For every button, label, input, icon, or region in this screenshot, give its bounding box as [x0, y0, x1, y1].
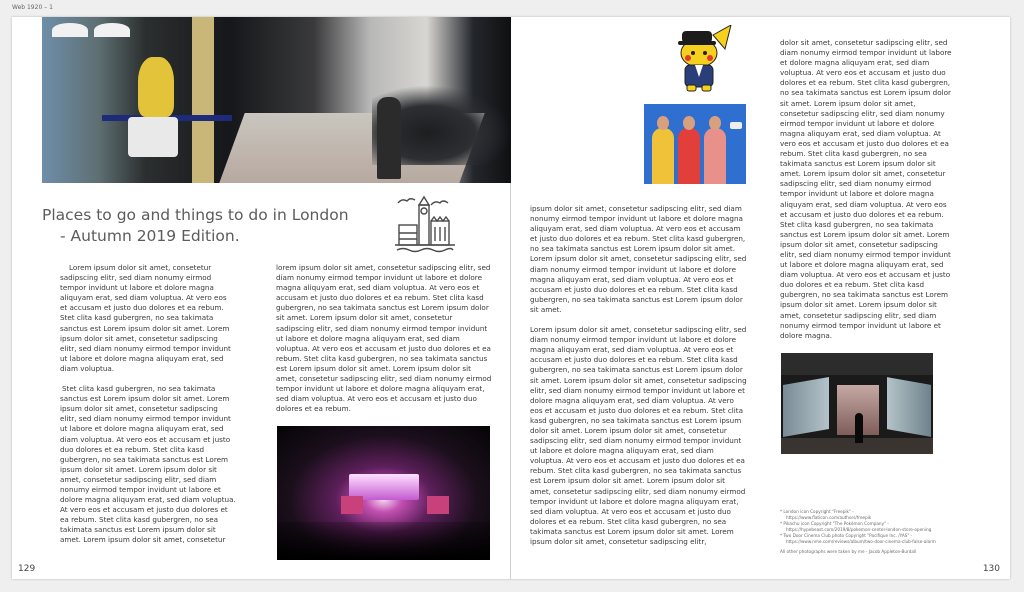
banner-lamp [94, 23, 130, 37]
page-number-left: 129 [18, 564, 36, 574]
headline-line-2: - Autumn 2019 Edition. [60, 227, 240, 245]
band-member [678, 128, 700, 184]
article-headline [42, 205, 382, 247]
band-member-head [683, 116, 695, 130]
image-credits [780, 509, 970, 555]
paragraph: Lorem ipsum dolor sit amet, consetetur sadipscing elitr, sed diam nonumy eirmod tempor invidunt ut labore et dolore magna aliquyam erat, sed diam voluptua. At vero eos et accusam et justo duo dolores et ea rebum. Stet clita kasd gubergren, no sea takimata sanctus est Lorem ipsum dolor sit amet. Lorem ipsum dolor sit amet, consetetur sadipscing elitr, sed diam nonumy eirmod tempor invidunt ut labore et dolore magna aliquyam erat, sed diam voluptua. [60, 263, 231, 373]
text-column-2 [276, 263, 492, 424]
text-column-3 [530, 204, 748, 557]
band-member [704, 128, 726, 184]
credit-line: * Pikachu icon Copyright "The Pokémon Company" - [780, 521, 889, 526]
banner-dais [128, 117, 178, 157]
credit-line: * London icon Copyright "Freepik" - [780, 509, 854, 514]
gallery-display-case [783, 377, 829, 437]
banner-pillar [192, 17, 214, 183]
credit-line: * Two Door Cinema Club photo Copyright "Pacifique Inc. /YAS" - [780, 533, 913, 538]
band-photo [644, 104, 746, 184]
credit-line: All other photographs were taken by me - Jacob Appleton-Burdall [780, 549, 917, 554]
megaphone-icon [730, 122, 742, 129]
paragraph: lorem ipsum dolor sit amet, consetetur sadipscing elitr, sed diam nonumy eirmod tempor invidunt ut labore et dolore magna aliquyam erat, sed diam voluptua. At vero eos et accusam et justo duo dolores et ea rebum. Stet clita kasd gubergren, no sea takimata sanctus est Lorem ipsum dolor sit amet. Lorem ipsum dolor sit amet, consetetur sadipscing elitr, sed diam nonumy eirmod tempor invidunt ut labore et dolore magna aliquyam erat, sed diam voluptua. At vero eos et accusam et justo duo dolores et ea rebum. Stet clita kasd gubergren, no sea takimata sanctus est Lorem ipsum dolor sit amet. Lorem ipsum dolor sit amet, consetetur sadipscing elitr, sed diam nonumy eirmod tempor invidunt ut labore et dolore magna aliquyam erat, sed diam voluptua. At vero eos et accusam et justo duo dolores et ea rebum. [276, 263, 492, 414]
banner-photo-pokemon-center [42, 17, 511, 183]
text-column-4 [780, 38, 956, 351]
banner-pikachu-statue [138, 57, 174, 117]
credit-url[interactable]: https://www.nme.com/reviews/album/two-door-cinema-club-false-alarm [786, 539, 936, 544]
credit-url[interactable]: https://hypebeast.com/2019/8/pokemon-center-london-store-opening [786, 527, 932, 532]
museum-gallery-photo [781, 353, 933, 454]
pikachu-illustration [669, 25, 733, 95]
magazine-spread [12, 17, 1010, 579]
band-member [652, 128, 674, 184]
gallery-ceiling [781, 353, 933, 375]
concert-photo [277, 426, 490, 560]
concert-screen [427, 496, 449, 514]
band-member-head [709, 116, 721, 130]
credit-url[interactable]: https://www.flaticon.com/authors/freepik [786, 515, 872, 520]
london-landmark-icon [395, 195, 455, 253]
paragraph: Lorem ipsum dolor sit amet, consetetur sadipscing elitr, sed diam nonumy eirmod tempor invidunt ut labore et dolore magna aliquyam erat, sed diam voluptua. At vero eos et accusam et justo duo dolores et ea rebum. Stet clita kasd gubergren, no sea takimata sanctus est Lorem ipsum dolor sit amet. Lorem ipsum dolor sit amet, consetetur sadipscing elitr, sed diam nonumy eirmod tempor invidunt ut labore et dolore magna aliquyam erat, sed diam voluptua. At vero eos et accusam et justo duo dolores et ea rebum. Stet clita kasd gubergren, no sea takimata sanctus est Lorem ipsum dolor sit amet. Lorem ipsum dolor sit amet, consetetur sadipscing elitr, sed diam nonumy eirmod tempor invidunt ut labore et dolore magna aliquyam erat, sed diam voluptua. At vero eos et accusam et justo duo dolores et ea rebum. Stet clita kasd gubergren, no sea takimata sanctus est Lorem ipsum dolor sit amet. Lorem ipsum dolor sit amet, consetetur sadipscing elitr, sed diam nonumy eirmod tempor invidunt ut labore et dolore magna aliquyam erat, sed diam voluptua. At vero eos et accusam et justo duo dolores et ea rebum. Stet clita kasd gubergren, no sea takimata sanctus est Lorem ipsum dolor sit amet. Lorem ipsum dolor sit amet, consetetur sadipscing elitr, [530, 325, 747, 546]
headline-line-1: Places to go and things to do in London [42, 206, 349, 224]
paragraph: Stet clita kasd gubergren, no sea takimata sanctus est Lorem ipsum dolor sit amet. Lorem ipsum dolor sit amet, consetetur sadipscing elitr, sed diam nonumy eirmod tempor invidunt ut labore et dolore magna aliquyam erat, sed diam voluptua. At vero eos et accusam et justo duo dolores et ea rebum. Stet clita kasd gubergren, no sea takimata sanctus est Lorem ipsum dolor sit amet. Lorem ipsum dolor sit amet, consetetur sadipscing elitr, sed diam nonumy eirmod tempor invidunt ut labore et dolore magna aliquyam erat, sed diam voluptua. At vero eos et accusam et justo duo dolores et ea rebum. Stet clita kasd gubergren, no sea takimata sanctus est Lorem ipsum dolor sit amet. Lorem ipsum dolor sit amet, consetetur [60, 384, 236, 545]
text-column-1 [60, 263, 236, 556]
concert-audience [277, 522, 490, 560]
gallery-visitor [855, 413, 863, 443]
banner-visitor [377, 97, 401, 179]
band-member-head [657, 116, 669, 130]
banner-lamp [52, 23, 88, 37]
paragraph: dolor sit amet, consetetur sadipscing elitr, sed diam nonumy eirmod tempor invidunt ut labore et dolore magna aliquyam erat, sed diam voluptua. At vero eos et accusam et justo duo dolores et ea rebum. Stet clita kasd gubergren, no sea takimata sanctus est Lorem ipsum dolor sit amet. Lorem ipsum dolor sit amet, consetetur sadipscing elitr, sed diam nonumy eirmod tempor invidunt ut labore et dolore magna aliquyam erat, sed diam voluptua. At vero eos et accusam et justo duo dolores et ea rebum. Stet clita kasd gubergren, no sea takimata sanctus est Lorem ipsum dolor sit amet. Lorem ipsum dolor sit amet, consetetur sadipscing elitr, sed diam nonumy eirmod tempor invidunt ut labore et dolore magna aliquyam erat, sed diam voluptua. At vero eos et accusam et justo duo dolores et ea rebum. Stet clita kasd gubergren, no sea takimata sanctus est Lorem ipsum dolor sit amet. Lorem ipsum dolor sit amet, consetetur sadipscing elitr, sed diam nonumy eirmod tempor invidunt ut labore et dolore magna aliquyam erat, sed diam voluptua. At vero eos et accusam et justo duo dolores et ea rebum. Stet clita kasd gubergren, no sea takimata sanctus est Lorem ipsum dolor sit amet. Lorem ipsum dolor sit amet, consetetur sadipscing elitr, sed diam nonumy eirmod tempor invidunt ut labore et dolore magna. [780, 38, 952, 340]
page-number-right: 130 [982, 564, 1000, 574]
frame-label: Web 1920 – 1 [12, 4, 53, 11]
paragraph: ipsum dolor sit amet, consetetur sadipscing elitr, sed diam nonumy eirmod tempor invidunt ut labore et dolore magna aliquyam erat, sed diam voluptua. At vero eos et accusam et justo duo dolores et ea rebum. Stet clita kasd gubergren, no sea takimata sanctus est Lorem ipsum dolor sit amet. Lorem ipsum dolor sit amet, consetetur sadipscing elitr, sed diam nonumy eirmod tempor invidunt ut labore et dolore magna aliquyam erat, sed diam voluptua. At vero eos et accusam et justo duo dolores et ea rebum. Stet clita kasd gubergren, no sea takimata sanctus est Lorem ipsum dolor sit amet. [530, 204, 747, 314]
gallery-display-case [887, 377, 931, 437]
concert-screen [341, 496, 363, 514]
